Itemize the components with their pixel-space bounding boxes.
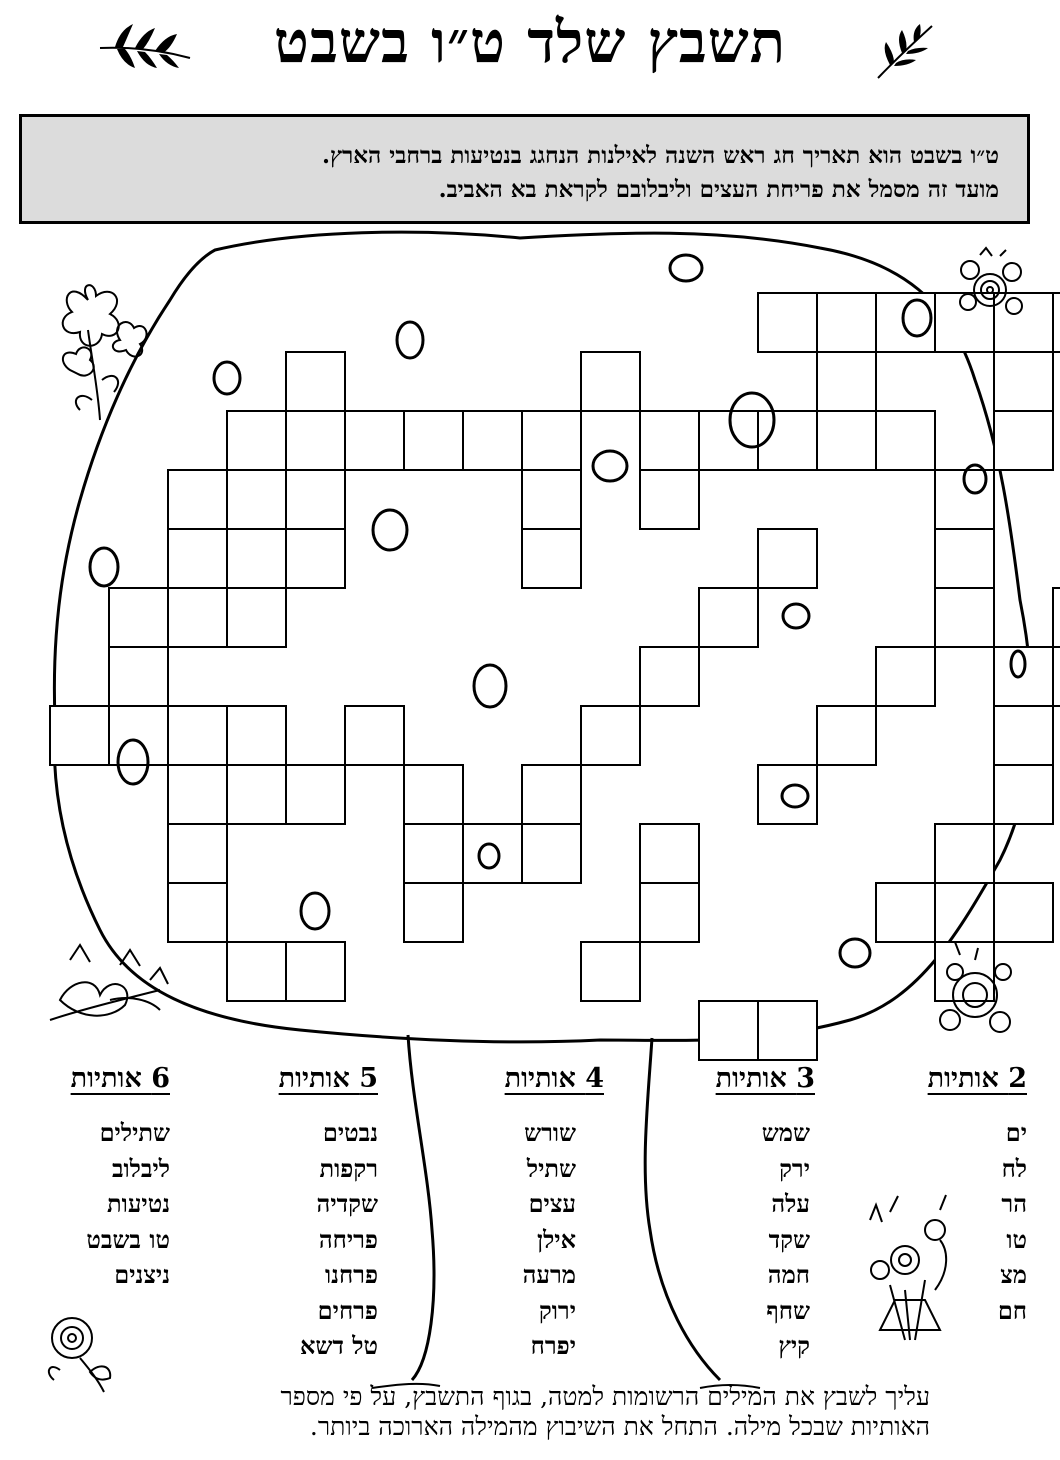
word-item: ניצנים bbox=[114, 1260, 170, 1289]
word-item: ליבלוב bbox=[111, 1153, 170, 1183]
crossword-grid bbox=[50, 293, 1060, 1060]
crossword-cell[interactable] bbox=[286, 470, 345, 529]
crossword-cell[interactable] bbox=[286, 765, 345, 824]
crossword-cell[interactable] bbox=[699, 588, 758, 647]
crossword-cell[interactable] bbox=[640, 411, 699, 470]
crossword-cell[interactable] bbox=[876, 883, 935, 942]
crossword-cell[interactable] bbox=[522, 411, 581, 470]
crossword-cell[interactable] bbox=[876, 647, 935, 706]
crossword-cell[interactable] bbox=[994, 293, 1053, 352]
crossword-cell[interactable] bbox=[699, 1001, 758, 1060]
crossword-cell[interactable] bbox=[758, 1001, 817, 1060]
word-item: מרעה bbox=[522, 1260, 576, 1289]
crossword-cell[interactable] bbox=[640, 824, 699, 883]
crossword-cell[interactable] bbox=[286, 411, 345, 470]
word-item: ירק bbox=[779, 1153, 810, 1183]
crossword-cell[interactable] bbox=[168, 706, 227, 765]
crossword-cell[interactable] bbox=[404, 411, 463, 470]
word-item: שתילים bbox=[99, 1118, 170, 1147]
word-group-4 bbox=[434, 1063, 604, 1360]
crossword-cell[interactable] bbox=[168, 824, 227, 883]
tree-trunk bbox=[408, 1035, 434, 1380]
bouquet-icon bbox=[870, 1195, 946, 1340]
word-item: טו בשבט bbox=[86, 1224, 170, 1254]
word-item: נטיעות bbox=[107, 1189, 170, 1218]
word-item: ירוק bbox=[538, 1295, 576, 1325]
intro-line-2: מועד זה מסמל את פריחת העצים וליבלובם לקראת בא האביב. bbox=[438, 176, 999, 203]
crossword-cell[interactable] bbox=[935, 942, 994, 1001]
word-group-heading: 6 אותיות bbox=[70, 1063, 170, 1094]
crossword-cell[interactable] bbox=[994, 706, 1053, 765]
word-item: רקפות bbox=[319, 1153, 378, 1183]
crossword-cell[interactable] bbox=[522, 529, 581, 588]
crossword-cell[interactable] bbox=[935, 824, 994, 883]
word-item: לח bbox=[1001, 1153, 1027, 1183]
word-item: פרחנו bbox=[325, 1260, 378, 1289]
word-group-heading: 2 אותיות bbox=[927, 1063, 1027, 1094]
word-group-heading: 3 אותיות bbox=[715, 1063, 815, 1094]
instructions bbox=[140, 1382, 930, 1442]
crossword-cell[interactable] bbox=[227, 706, 286, 765]
word-item: אילן bbox=[536, 1224, 576, 1254]
crossword-cell[interactable] bbox=[227, 470, 286, 529]
crossword-cell[interactable] bbox=[1053, 647, 1060, 706]
word-group-heading: 5 אותיות bbox=[278, 1063, 378, 1094]
word-group-6 bbox=[0, 1063, 170, 1289]
word-item: עצים bbox=[528, 1189, 576, 1218]
word-item: שמש bbox=[761, 1118, 810, 1147]
crossword-cell[interactable] bbox=[463, 411, 522, 470]
crossword-cell[interactable] bbox=[817, 706, 876, 765]
word-group-5 bbox=[208, 1063, 378, 1360]
crossword-cell[interactable] bbox=[109, 647, 168, 706]
crossword-cell[interactable] bbox=[168, 765, 227, 824]
crossword-cell[interactable] bbox=[640, 647, 699, 706]
crossword-cell[interactable] bbox=[640, 883, 699, 942]
crossword-cell[interactable] bbox=[994, 352, 1053, 411]
intro-line-1: ט״ו בשבט הוא תאריך חג ראש השנה לאילנות הנחגג בנטיעות ברחבי הארץ. bbox=[321, 142, 999, 169]
crossword-cell[interactable] bbox=[935, 529, 994, 588]
crossword-cell[interactable] bbox=[581, 706, 640, 765]
word-item: נבטים bbox=[322, 1118, 378, 1147]
rose-bottom-left-icon bbox=[49, 1318, 110, 1392]
word-item: פריחה bbox=[318, 1224, 378, 1254]
crossword-cell[interactable] bbox=[109, 588, 168, 647]
crossword-cell[interactable] bbox=[168, 588, 227, 647]
instructions-line-2: האותיות שבכל מילה. התחל את השיבוץ מהמילה הארוכה ביותר. bbox=[309, 1412, 930, 1441]
crossword-cell[interactable] bbox=[876, 293, 935, 352]
crossword-cell[interactable] bbox=[994, 765, 1053, 824]
crossword-cell[interactable] bbox=[168, 529, 227, 588]
crossword-cell[interactable] bbox=[404, 824, 463, 883]
crossword-cell[interactable] bbox=[404, 765, 463, 824]
crossword-cell[interactable] bbox=[994, 411, 1053, 470]
instructions-line-1: עליך לשבץ את המילים הרשומות למטה, בגוף התשבץ, על פי מספר bbox=[280, 1382, 930, 1411]
crossword-cell[interactable] bbox=[227, 942, 286, 1001]
word-item: עלה bbox=[771, 1189, 810, 1218]
crossword-cell[interactable] bbox=[699, 411, 758, 470]
word-item: קיץ bbox=[778, 1331, 810, 1360]
crossword-cell[interactable] bbox=[227, 765, 286, 824]
crossword-cell[interactable] bbox=[522, 824, 581, 883]
herb-bottom-left-icon bbox=[50, 945, 168, 1020]
crossword-cell[interactable] bbox=[817, 293, 876, 352]
crossword-cell[interactable] bbox=[463, 824, 522, 883]
crossword-cell[interactable] bbox=[345, 706, 404, 765]
crossword-cell[interactable] bbox=[817, 411, 876, 470]
crossword-cell[interactable] bbox=[1053, 588, 1060, 647]
crossword-cell[interactable] bbox=[404, 883, 463, 942]
word-group-heading: 4 אותיות bbox=[504, 1063, 604, 1094]
word-item: יפרח bbox=[530, 1331, 576, 1360]
crossword-cell[interactable] bbox=[286, 352, 345, 411]
crossword-cell[interactable] bbox=[581, 942, 640, 1001]
crossword-cell[interactable] bbox=[168, 470, 227, 529]
word-item: שחף bbox=[766, 1295, 810, 1325]
word-item: שורש bbox=[524, 1118, 576, 1147]
flower-top-left-icon bbox=[63, 285, 147, 420]
crossword-cell[interactable] bbox=[935, 293, 994, 352]
crossword-cell[interactable] bbox=[227, 411, 286, 470]
word-item: טו bbox=[1006, 1224, 1027, 1254]
word-item: מצ bbox=[1000, 1260, 1027, 1289]
word-item: חם bbox=[997, 1295, 1027, 1325]
crossword-cell[interactable] bbox=[817, 352, 876, 411]
word-item: טל דשא bbox=[299, 1331, 378, 1360]
crossword-cell[interactable] bbox=[345, 411, 404, 470]
word-item: ים bbox=[1005, 1118, 1027, 1147]
crossword-cell[interactable] bbox=[168, 883, 227, 942]
word-item: שקד bbox=[768, 1224, 810, 1254]
crossword-cell[interactable] bbox=[581, 352, 640, 411]
crossword-cell[interactable] bbox=[758, 293, 817, 352]
crossword-cell[interactable] bbox=[227, 588, 286, 647]
crossword-cell[interactable] bbox=[286, 529, 345, 588]
word-item: שקדיה bbox=[316, 1189, 378, 1218]
crossword-cell[interactable] bbox=[522, 470, 581, 529]
word-item: הר bbox=[1001, 1189, 1027, 1218]
crossword-cell[interactable] bbox=[1053, 293, 1060, 352]
crossword-cell[interactable] bbox=[994, 883, 1053, 942]
word-item: פרחים bbox=[317, 1295, 378, 1325]
crossword-cell[interactable] bbox=[640, 470, 699, 529]
crossword-cell[interactable] bbox=[286, 942, 345, 1001]
crossword-cell[interactable] bbox=[522, 765, 581, 824]
word-group-2 bbox=[857, 1063, 1027, 1325]
word-item: שתיל bbox=[526, 1153, 576, 1183]
page-title: תשבץ שלד ט״ו בשבט bbox=[273, 8, 787, 76]
crossword-cell[interactable] bbox=[876, 411, 935, 470]
crossword-cell[interactable] bbox=[935, 588, 994, 647]
word-item: חמה bbox=[767, 1260, 810, 1289]
word-group-3 bbox=[645, 1063, 815, 1360]
crossword-cell[interactable] bbox=[50, 706, 109, 765]
crossword-cell[interactable] bbox=[758, 529, 817, 588]
